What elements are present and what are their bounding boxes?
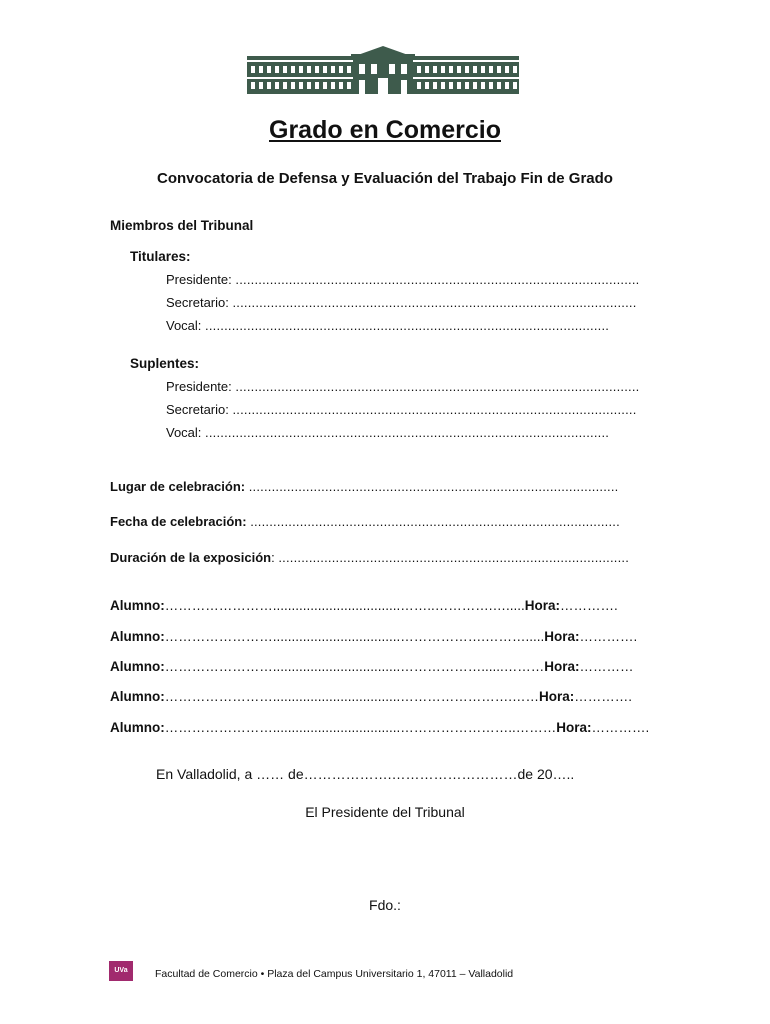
titulares-heading: Titulares: bbox=[130, 249, 191, 264]
lugar-field[interactable] bbox=[110, 479, 644, 494]
fill-dots: .......................................................................................................... bbox=[205, 318, 610, 333]
footer-address: Facultad de Comercio • Plaza del Campus Universitario 1, 47011 – Valladolid bbox=[155, 968, 514, 980]
hora-dots: …………. bbox=[574, 689, 633, 704]
hora-label: Hora: bbox=[524, 598, 561, 613]
alumno-label: Alumno: bbox=[110, 598, 165, 613]
fill-dots: .......................................................................................................... bbox=[205, 425, 610, 440]
suplente-presidente-label: Presidente: bbox=[166, 379, 232, 394]
hora-dots: …………. bbox=[560, 598, 618, 613]
duracion-label: Duración de la exposición bbox=[110, 550, 272, 565]
hora-dots: …………. bbox=[591, 720, 650, 735]
titular-vocal-label: Vocal: bbox=[166, 318, 202, 333]
fill-dots: .......................................................................................................... bbox=[235, 272, 640, 287]
suplente-secretario-label: Secretario: bbox=[166, 402, 229, 417]
titular-secretario-field[interactable] bbox=[166, 295, 644, 310]
alumno-line[interactable] bbox=[110, 720, 658, 735]
fill-dots: ................................................................................................. bbox=[250, 514, 620, 529]
hora-label: Hora: bbox=[544, 629, 580, 644]
alumno-dots: ……………………..................................……………….………..... bbox=[164, 629, 545, 644]
titular-presidente-label: Presidente: bbox=[166, 272, 232, 287]
alumno-label: Alumno: bbox=[110, 689, 165, 704]
duracion-field[interactable] bbox=[110, 550, 644, 565]
hora-dots: ………… bbox=[579, 659, 634, 674]
alumno-dots: ……………………..................................……..………….…..... bbox=[164, 598, 525, 613]
page-subtitle: Convocatoria de Defensa y Evaluación del Trabajo Fin de Grado bbox=[157, 170, 613, 187]
hora-label: Hora: bbox=[539, 689, 575, 704]
signature-label: Fdo.: bbox=[369, 897, 401, 913]
duracion-colon: : bbox=[271, 550, 275, 565]
fill-dots: .......................................................................................................... bbox=[232, 295, 637, 310]
hora-dots: …………. bbox=[579, 629, 638, 644]
alumno-dots: ……………………..................................……………………..……… bbox=[164, 720, 557, 735]
place-date-line[interactable]: En Valladolid, a …… de……………….………………………de 20….. bbox=[156, 766, 575, 782]
titular-presidente-field[interactable] bbox=[166, 272, 644, 287]
alumno-line[interactable] bbox=[110, 659, 658, 674]
tribunal-heading: Miembros del Tribunal bbox=[110, 218, 254, 233]
suplente-secretario-field[interactable] bbox=[166, 402, 644, 417]
titular-vocal-field[interactable] bbox=[166, 318, 644, 333]
suplente-presidente-field[interactable] bbox=[166, 379, 644, 394]
titular-secretario-label: Secretario: bbox=[166, 295, 229, 310]
signer-label: El Presidente del Tribunal bbox=[305, 804, 465, 820]
fecha-field[interactable] bbox=[110, 514, 644, 529]
suplente-vocal-field[interactable] bbox=[166, 425, 644, 440]
lugar-label: Lugar de celebración: bbox=[110, 479, 246, 494]
fill-dots: ................................................................................................. bbox=[248, 479, 619, 494]
alumno-line[interactable] bbox=[110, 598, 658, 613]
fill-dots: ............................................................................................ bbox=[278, 550, 630, 565]
alumno-dots: ……………………..................................…………………….…… bbox=[164, 689, 540, 704]
fill-dots: .......................................................................................................... bbox=[235, 379, 640, 394]
alumno-line[interactable] bbox=[110, 629, 658, 644]
fill-dots: .......................................................................................................... bbox=[232, 402, 637, 417]
building-logo-icon bbox=[247, 44, 519, 94]
alumno-line[interactable] bbox=[110, 689, 658, 704]
hora-label: Hora: bbox=[544, 659, 580, 674]
uva-logo-icon: UVa bbox=[109, 961, 133, 981]
suplente-vocal-label: Vocal: bbox=[166, 425, 202, 440]
fecha-label: Fecha de celebración: bbox=[110, 514, 247, 529]
alumno-dots: ……………………..................................………………......……… bbox=[164, 659, 545, 674]
hora-label: Hora: bbox=[556, 720, 592, 735]
alumno-label: Alumno: bbox=[110, 629, 165, 644]
alumno-label: Alumno: bbox=[110, 720, 165, 735]
alumno-label: Alumno: bbox=[110, 659, 165, 674]
page-title: Grado en Comercio bbox=[269, 116, 501, 144]
suplentes-heading: Suplentes: bbox=[130, 356, 200, 371]
